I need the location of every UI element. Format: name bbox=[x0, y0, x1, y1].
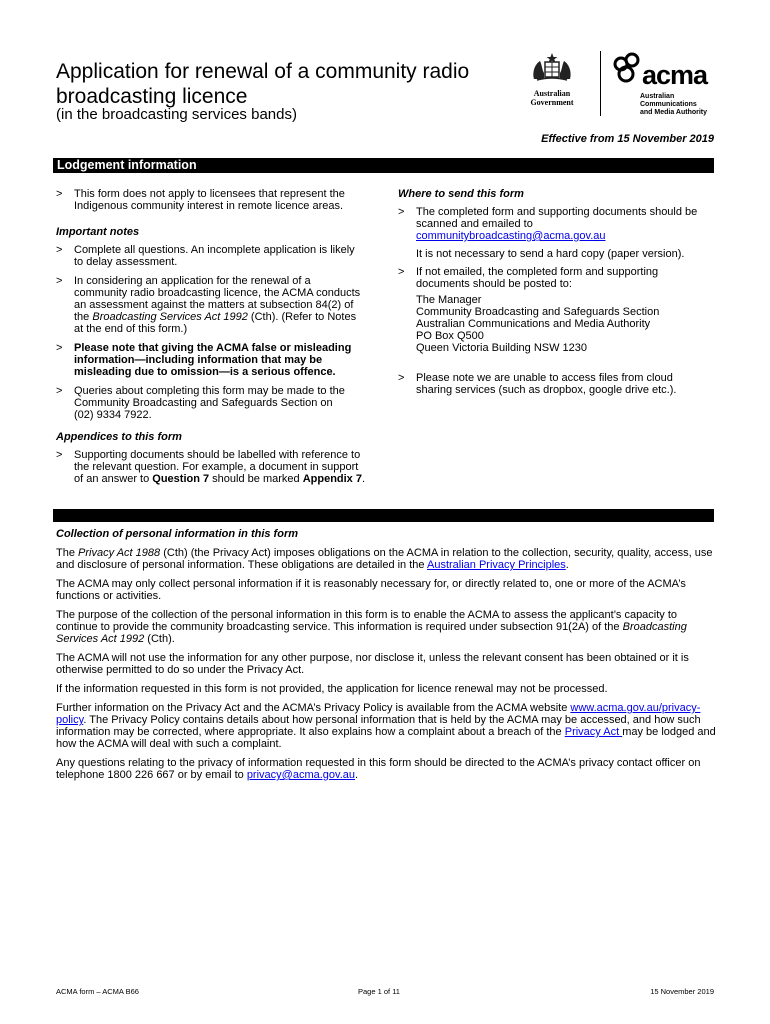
list-item: > Supporting documents should be labelled with reference to the relevant question. For example, a document in support of an answer to Question 7 should be marked Appendix 7. bbox=[56, 449, 366, 485]
bullet-icon: > bbox=[398, 372, 405, 384]
lodgement-section-header: Lodgement information bbox=[53, 158, 714, 173]
postal-address: The Manager Community Broadcasting and Safeguards Section Australian Communications and Media Authority PO Box Q500 Queen Victoria Building NSW 1230 bbox=[416, 294, 660, 354]
privacy-paragraph: Any questions relating to the privacy of information requested in this form should be directed to the ACMA’s privacy contact officer on telephone 1800 226 667 or by email to privacy@acma.gov.au. bbox=[56, 757, 701, 781]
bullet-icon: > bbox=[398, 206, 405, 218]
title-line-1: Application for renewal of a community radio bbox=[56, 60, 470, 83]
list-item: > This form does not apply to licensees that represent the Indigenous community interest in remote licence areas. bbox=[56, 188, 345, 212]
logo-divider bbox=[600, 51, 601, 116]
acma-sub-3: and Media Authority bbox=[640, 109, 708, 116]
privacy-paragraph: Further information on the Privacy Act and the ACMA’s Privacy Policy is available from the ACMA website www.acma.gov.au/privacy-policy. The Privacy Policy contains details about how personal information that is held by the ACMA may be accessed, and how such information may be corrected, where appropriate. It also explains how a complaint about a breach of the Privacy Act may be lodged and how the ACMA will deal with such a complaint. bbox=[56, 702, 716, 750]
where-to-send-heading: Where to send this form bbox=[398, 188, 524, 200]
privacy-paragraph: The Privacy Act 1988 (Cth) (the Privacy Act) imposes obligations on the ACMA in relation to the collection, security, quality, access, use and disclosure of personal information. These obligations are detailed in the Australian Privacy Principles. bbox=[56, 547, 713, 571]
footer-page-number: Page 1 of 11 bbox=[358, 987, 400, 996]
page-title bbox=[56, 59, 496, 109]
title-line-2: broadcasting licence bbox=[56, 85, 248, 108]
privacy-section-bar bbox=[53, 509, 714, 522]
privacy-paragraph: If the information requested in this form is not provided, the application for licence renewal may not be processed. bbox=[56, 683, 608, 695]
bullet-icon: > bbox=[398, 266, 405, 278]
privacy-paragraph: The ACMA will not use the information for any other purpose, nor disclose it, unless the relevant consent has been obtained or it is otherwise permitted to do so under the Privacy Act. bbox=[56, 652, 689, 676]
bullet-icon: > bbox=[56, 275, 63, 287]
acma-sub-2: Communications bbox=[640, 101, 697, 108]
privacy-section bbox=[56, 528, 716, 788]
bullet-icon: > bbox=[56, 188, 63, 200]
gov-logo-label: Australian Government bbox=[530, 89, 574, 107]
privacy-paragraph: The purpose of the collection of the personal information in this form is to enable the ACMA to assess the applicant’s capacity to continue to provide the community broadcasting service. This information is required under subsection 91(2A) of the Broadcasting Services Act 1992 (Cth). bbox=[56, 609, 687, 645]
footer-form-id: ACMA form – ACMA B66 bbox=[56, 987, 139, 996]
effective-date: Effective from 15 November 2019 bbox=[541, 133, 714, 145]
coat-of-arms-icon bbox=[529, 52, 575, 82]
bullet-icon: > bbox=[56, 449, 63, 461]
privacy-policy-link[interactable]: www.acma.gov.au/privacy-policy bbox=[56, 702, 701, 726]
acma-symbol-icon bbox=[612, 52, 642, 94]
acma-logo-text: acma bbox=[642, 60, 708, 90]
list-item: > Please note we are unable to access files from cloud sharing services (such as dropbox, google drive etc.). bbox=[398, 372, 677, 396]
acma-logo-subtitle bbox=[640, 93, 740, 117]
list-item: > If not emailed, the completed form and supporting documents should be posted to: bbox=[398, 266, 659, 290]
australian-privacy-principles-link[interactable]: Australian Privacy Principles bbox=[426, 559, 566, 571]
list-item: > In considering an application for the renewal of a community radio broadcasting licence, the ACMA conducts an assessment against the matters at subsection 84(2) of the Broadcasting Services Act 1992 (Cth). (Refer to Notes at the end of this form.) bbox=[56, 275, 361, 335]
privacy-paragraph: The ACMA may only collect personal information if it is reasonably necessary for, or directly related to, one or more of the ACMA’s functions or activities. bbox=[56, 578, 686, 602]
page-subtitle: (in the broadcasting services bands) bbox=[56, 106, 297, 123]
privacy-heading: Collection of personal information in this form bbox=[56, 528, 299, 540]
privacy-act-link[interactable]: Privacy Act bbox=[564, 726, 623, 738]
list-item: > The completed form and supporting documents should be scanned and emailed to communitybroadcasting@acma.gov.au bbox=[398, 206, 716, 242]
privacy-email-link[interactable]: privacy@acma.gov.au bbox=[246, 769, 355, 781]
important-notes-heading: Important notes bbox=[56, 226, 140, 238]
acma-logo bbox=[612, 52, 708, 116]
australian-government-logo bbox=[512, 52, 592, 107]
lodgement-right-column bbox=[398, 188, 716, 403]
acma-sub-1: Australian bbox=[640, 93, 675, 100]
bullet-icon: > bbox=[56, 385, 63, 397]
community-broadcasting-email-link[interactable]: communitybroadcasting@acma.gov.au bbox=[416, 230, 606, 242]
list-item: > Queries about completing this form may be made to the Community Broadcasting and Safeguards Section on (02) 9334 7922. bbox=[56, 385, 345, 421]
appendices-heading: Appendices to this form bbox=[56, 431, 182, 443]
footer-date: 15 November 2019 bbox=[650, 987, 714, 996]
list-item: > Complete all questions. An incomplete application is likely to delay assessment. bbox=[56, 244, 355, 268]
list-item: > Please note that giving the ACMA false or misleading information—including information that may be misleading due to omission—is a serious offence. bbox=[56, 342, 352, 378]
bullet-icon: > bbox=[56, 342, 63, 354]
lodgement-left-column bbox=[56, 188, 386, 492]
hardcopy-note: It is not necessary to send a hard copy (paper version). bbox=[416, 248, 685, 260]
bullet-icon: > bbox=[56, 244, 63, 256]
